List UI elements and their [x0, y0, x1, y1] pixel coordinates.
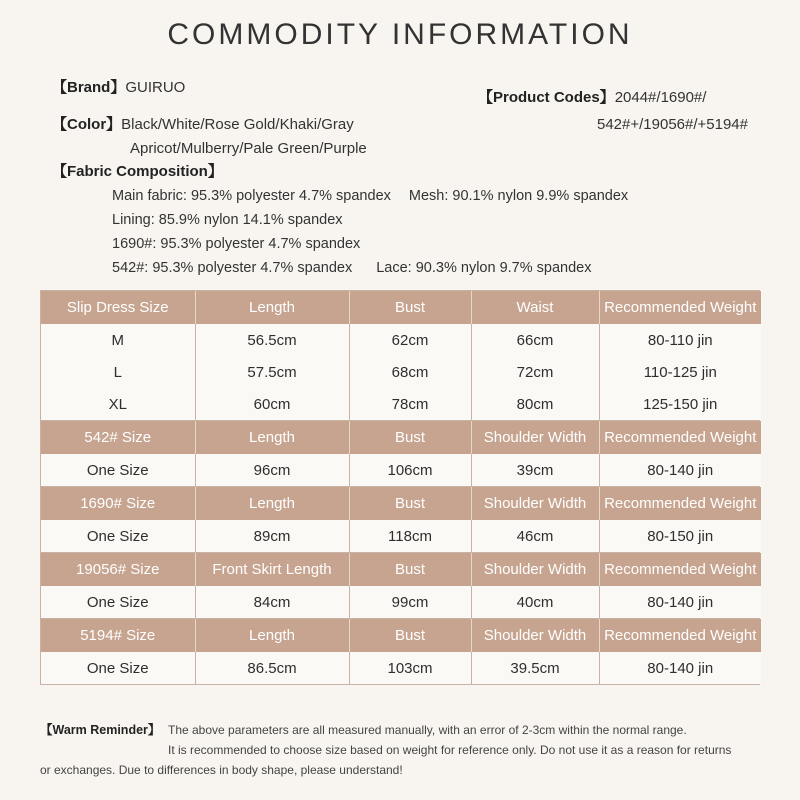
- table-cell: 39.5cm: [471, 652, 599, 684]
- table-row: [41, 454, 761, 486]
- header-cell: Length: [195, 421, 349, 454]
- header-cell: Bust: [349, 487, 471, 520]
- table-row: [41, 652, 761, 684]
- header-cell: Length: [195, 619, 349, 652]
- brand-value: GUIRUO: [125, 79, 186, 96]
- table-cell: 84cm: [195, 586, 349, 618]
- header-cell: Shoulder Width: [471, 487, 599, 520]
- header-cell: Waist: [471, 291, 599, 324]
- product-codes-line2: 542#+/19056#/+5194#: [597, 116, 748, 133]
- table-cell: 66cm: [471, 324, 599, 356]
- header-cell: 19056# Size: [41, 553, 195, 586]
- table-cell: 86.5cm: [195, 652, 349, 684]
- brand-label: 【Brand】: [52, 79, 126, 96]
- table-row: [41, 324, 761, 356]
- table-row: [41, 388, 761, 420]
- table-header-row: [41, 487, 761, 520]
- table-cell: 46cm: [471, 520, 599, 552]
- fabric-line: [112, 260, 591, 276]
- table-cell: 118cm: [349, 520, 471, 552]
- fabric-mesh: Mesh: 90.1% nylon 9.9% spandex: [408, 188, 629, 204]
- header-cell: Recommended Weight: [599, 619, 761, 652]
- header-cell: Bust: [349, 421, 471, 454]
- table-cell: One Size: [41, 652, 195, 684]
- table-row: [41, 520, 761, 552]
- product-codes-line1: 2044#/1690#/: [614, 89, 707, 106]
- table-cell: 80-140 jin: [599, 652, 761, 684]
- table-cell: One Size: [41, 454, 195, 486]
- size-table-5194: [40, 618, 760, 685]
- header-cell: Front Skirt Length: [195, 553, 349, 586]
- header-cell: 1690# Size: [41, 487, 195, 520]
- table-cell: One Size: [41, 586, 195, 618]
- table-row: [41, 356, 761, 388]
- fabric-label: 【Fabric Composition】: [52, 163, 223, 180]
- fabric-line: [112, 212, 343, 228]
- header-cell: Bust: [349, 619, 471, 652]
- table-header-row: [41, 421, 761, 454]
- size-table-542: [40, 420, 760, 486]
- color-line2: Apricot/Mulberry/Pale Green/Purple: [130, 140, 367, 157]
- table-cell: 60cm: [195, 388, 349, 420]
- header-cell: Bust: [349, 553, 471, 586]
- header-cell: Shoulder Width: [471, 421, 599, 454]
- size-table-slip-dress: [40, 290, 760, 420]
- reminder-line: or exchanges. Due to differences in body shape, please understand!: [40, 763, 403, 777]
- table-cell: One Size: [41, 520, 195, 552]
- fabric-line: [112, 236, 360, 252]
- table-cell: 80-110 jin: [599, 324, 761, 356]
- header-cell: Shoulder Width: [471, 619, 599, 652]
- color-label: 【Color】: [52, 116, 122, 133]
- table-cell: 99cm: [349, 586, 471, 618]
- header-cell: 542# Size: [41, 421, 195, 454]
- brand-row: [52, 76, 185, 100]
- header-cell: Recommended Weight: [599, 487, 761, 520]
- table-cell: 80-140 jin: [599, 454, 761, 486]
- fabric-lace: Lace: 90.3% nylon 9.7% spandex: [376, 260, 592, 276]
- header-cell: 5194# Size: [41, 619, 195, 652]
- header-cell: Slip Dress Size: [41, 291, 195, 324]
- header-cell: Recommended Weight: [599, 421, 761, 454]
- header-cell: Length: [195, 291, 349, 324]
- header-cell: Recommended Weight: [599, 553, 761, 586]
- product-codes-line2-row: [597, 113, 748, 137]
- table-header-row: [41, 291, 761, 324]
- color-line1: Black/White/Rose Gold/Khaki/Gray: [121, 116, 354, 133]
- size-table-19056: [40, 552, 760, 618]
- table-cell: 110-125 jin: [599, 356, 761, 388]
- fabric-label-row: [52, 160, 223, 184]
- reminder-label: 【Warm Reminder】: [40, 723, 161, 737]
- color-line2-row: [130, 137, 367, 161]
- fabric-lining: Lining: 85.9% nylon 14.1% spandex: [112, 212, 343, 228]
- fabric-1690: 1690#: 95.3% polyester 4.7% spandex: [112, 236, 361, 252]
- table-header-row: [41, 553, 761, 586]
- fabric-542: 542#: 95.3% polyester 4.7% spandex: [112, 260, 353, 276]
- table-cell: 80-140 jin: [599, 586, 761, 618]
- table-cell: M: [41, 324, 195, 356]
- fabric-line: [112, 188, 628, 204]
- table-cell: 103cm: [349, 652, 471, 684]
- reminder-line: The above parameters are all measured manually, with an error of 2-3cm within the normal range.: [168, 723, 687, 737]
- table-cell: 106cm: [349, 454, 471, 486]
- page-title: COMMODITY INFORMATION: [167, 18, 633, 51]
- size-table-1690: [40, 486, 760, 552]
- table-cell: 57.5cm: [195, 356, 349, 388]
- table-cell: 96cm: [195, 454, 349, 486]
- product-codes-row: [478, 86, 706, 110]
- table-cell: 68cm: [349, 356, 471, 388]
- table-cell: 80cm: [471, 388, 599, 420]
- color-row: [52, 113, 354, 137]
- table-header-row: [41, 619, 761, 652]
- fabric-main: Main fabric: 95.3% polyester 4.7% spandex: [112, 188, 391, 204]
- header-cell: Length: [195, 487, 349, 520]
- table-cell: 89cm: [195, 520, 349, 552]
- size-tables: [40, 290, 760, 685]
- table-cell: 39cm: [471, 454, 599, 486]
- product-codes-label: 【Product Codes】: [478, 89, 615, 106]
- header-cell: Bust: [349, 291, 471, 324]
- table-cell: L: [41, 356, 195, 388]
- table-cell: 125-150 jin: [599, 388, 761, 420]
- table-cell: 40cm: [471, 586, 599, 618]
- header-cell: Recommended Weight: [599, 291, 761, 324]
- table-cell: 72cm: [471, 356, 599, 388]
- table-cell: 80-150 jin: [599, 520, 761, 552]
- header-cell: Shoulder Width: [471, 553, 599, 586]
- table-cell: 78cm: [349, 388, 471, 420]
- table-cell: 56.5cm: [195, 324, 349, 356]
- warm-reminder: [40, 720, 732, 777]
- reminder-line: It is recommended to choose size based on weight for reference only. Do not use it as a reason for returns: [168, 743, 732, 757]
- table-row: [41, 586, 761, 618]
- table-cell: 62cm: [349, 324, 471, 356]
- table-cell: XL: [41, 388, 195, 420]
